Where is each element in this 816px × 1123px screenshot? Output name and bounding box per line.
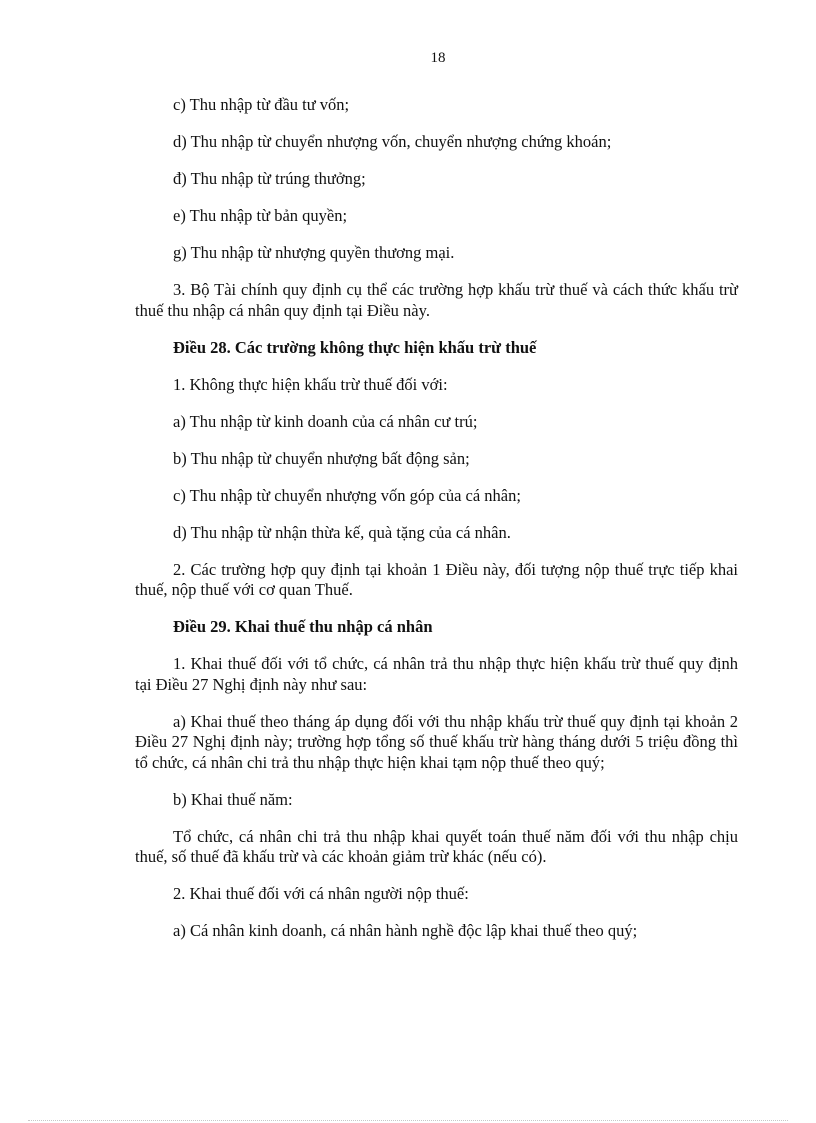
paragraph-individual-taxpayer: 2. Khai thuế đối với cá nhân người nộp thuế: <box>173 884 469 903</box>
paragraph-real-estate-transfer: b) Thu nhập từ chuyển nhượng bất động sản; <box>173 448 470 468</box>
paragraph-annual-finalization: Tổ chức, cá nhân chi trả thu nhập khai quyết toán thuế năm đối với thu nhập chịu thuế, số thuế đã khấu trừ và các khoản giảm trừ khác (nếu có). <box>135 826 738 866</box>
paragraph-inheritance-gifts: d) Thu nhập từ nhận thừa kế, quà tặng của cá nhân. <box>173 522 511 542</box>
article-29-heading: Điều 29. Khai thuế thu nhập cá nhân <box>173 617 433 636</box>
paragraph-income-capital-transfer: d) Thu nhập từ chuyển nhượng vốn, chuyển nhượng chứng khoán; <box>173 132 612 151</box>
paragraph-annual-declaration: b) Khai thuế năm: <box>173 789 293 809</box>
document-body <box>135 95 738 958</box>
paragraph-monthly-declaration: a) Khai thuế theo tháng áp dụng đối với thu nhập khấu trừ thuế quy định tại khoản 2 Điều 27 Nghị định này; trường hợp tổng số thuế khấu trừ hàng tháng dưới 5 triệu đồng thì tổ chức, cá nhân chi trả thu nhập thực hiện khai tạm nộp thuế theo quý; <box>135 711 738 772</box>
paragraph-quarterly-declaration: a) Cá nhân kinh doanh, cá nhân hành nghề độc lập khai thuế theo quý; <box>173 921 638 940</box>
paragraph-capital-contribution-transfer: c) Thu nhập từ chuyển nhượng vốn góp của cá nhân; <box>173 485 521 505</box>
paragraph-declaration-organizations: 1. Khai thuế đối với tổ chức, cá nhân trả thu nhập thực hiện khấu trừ thuế quy định tại Điều 27 Nghị định này như sau: <box>135 654 738 694</box>
article-28-heading: Điều 28. Các trường không thực hiện khấu trừ thuế <box>173 337 537 357</box>
page-bottom-divider <box>28 1120 788 1121</box>
paragraph-no-withholding: 1. Không thực hiện khấu trừ thuế đối với: <box>173 374 448 394</box>
paragraph-direct-declaration: 2. Các trường hợp quy định tại khoản 1 Điều này, đối tượng nộp thuế trực tiếp khai thuế, nộp thuế với cơ quan Thuế. <box>135 559 738 599</box>
paragraph-income-prizes: đ) Thu nhập từ trúng thưởng; <box>173 169 366 188</box>
page-number: 18 <box>430 50 446 66</box>
paragraph-ministry-regulation: 3. Bộ Tài chính quy định cụ thể các trường hợp khấu trừ thuế và cách thức khấu trừ thuế thu nhập cá nhân quy định tại Điều này. <box>135 280 738 320</box>
paragraph-income-capital-investment: c) Thu nhập từ đầu tư vốn; <box>173 95 350 114</box>
paragraph-income-franchise: g) Thu nhập từ nhượng quyền thương mại. <box>173 243 455 262</box>
paragraph-income-copyright: e) Thu nhập từ bản quyền; <box>173 206 348 225</box>
paragraph-business-income: a) Thu nhập từ kinh doanh của cá nhân cư trú; <box>173 411 478 431</box>
